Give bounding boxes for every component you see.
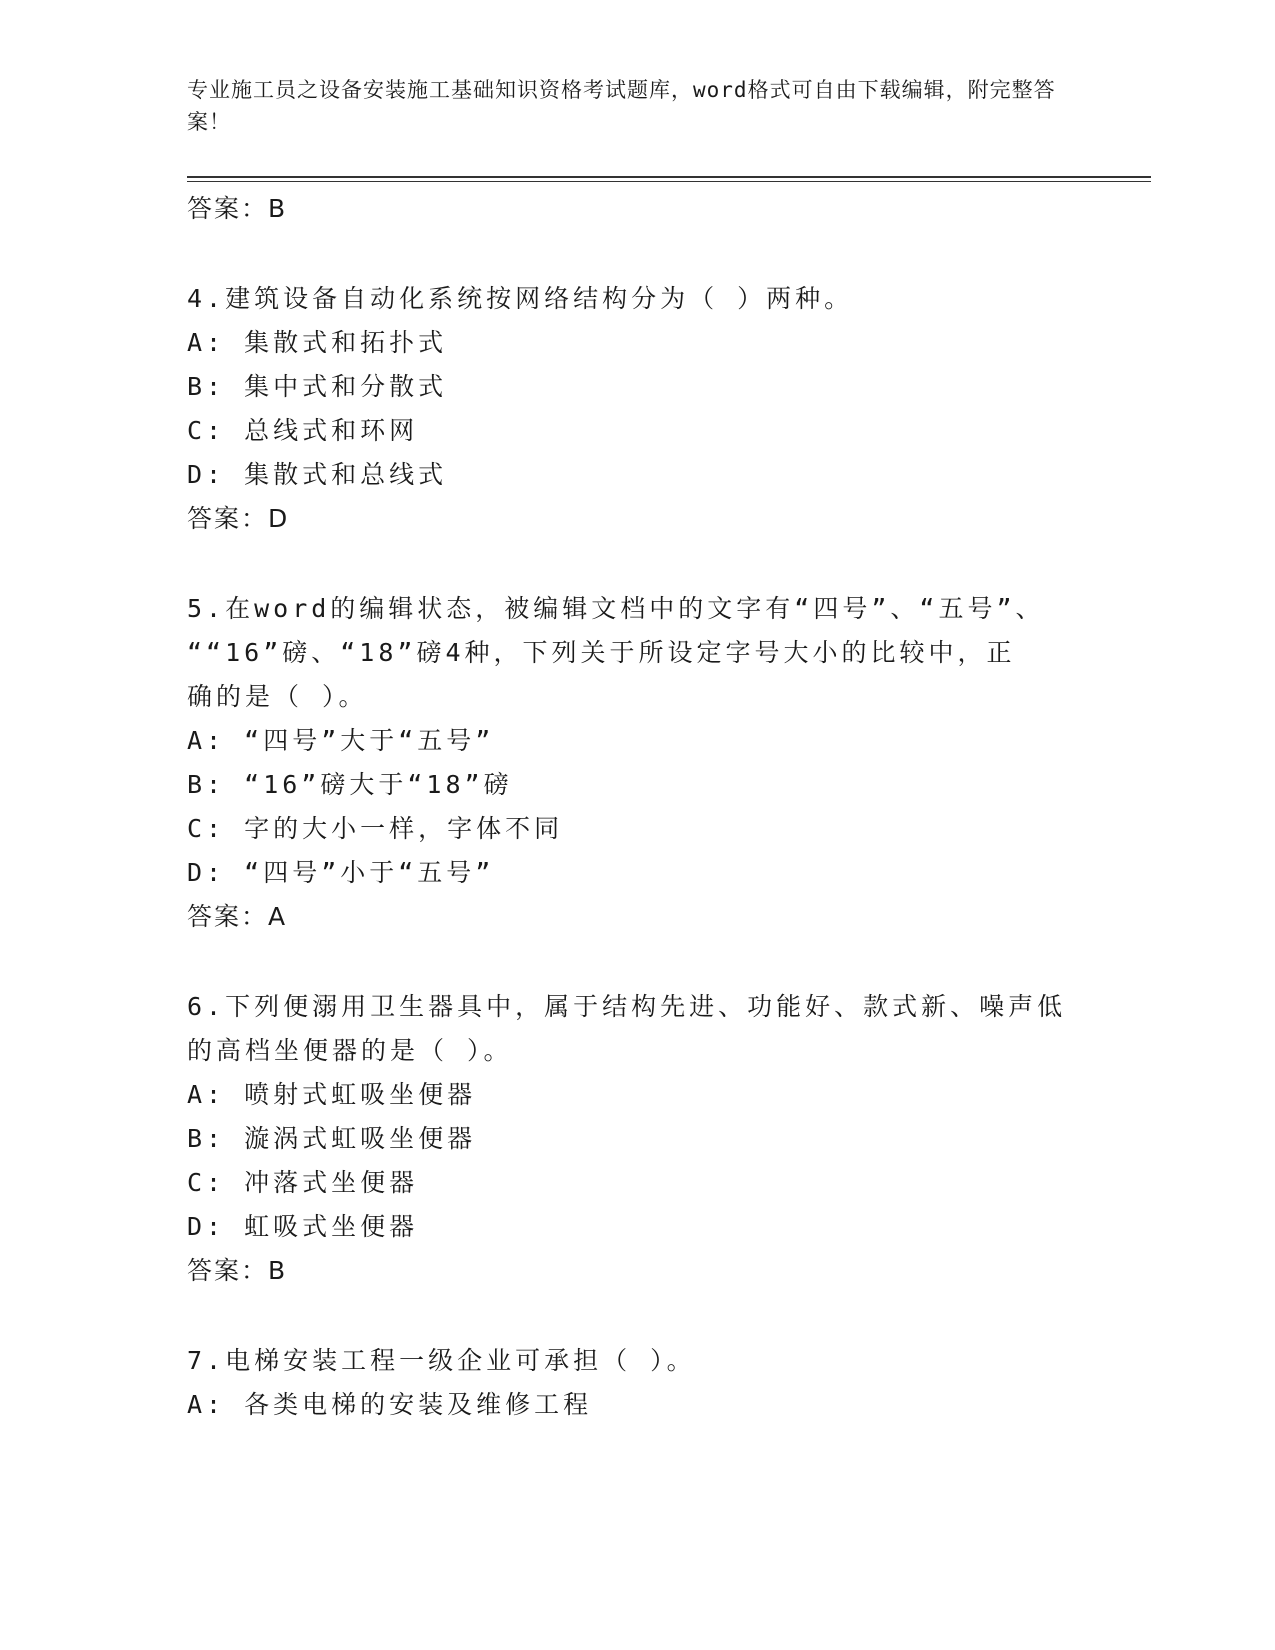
option-b: B: 漩涡式虹吸坐便器 — [187, 1124, 477, 1153]
question-stem: 4.建筑设备自动化系统按网络结构分为（ ）两种。 — [187, 284, 854, 313]
header-divider-thick — [187, 176, 1151, 178]
question-stem: 确的是（ ）。 — [187, 682, 368, 711]
option-d: D: 集散式和总线式 — [187, 460, 448, 489]
answer-line: 答案：B — [187, 194, 288, 223]
question-stem: ““16”磅、“18”磅4种，下列关于所设定字号大小的比较中，正 — [187, 638, 1016, 667]
question-stem: 5.在word的编辑状态，被编辑文档中的文字有“四号”、“五号”、 — [187, 594, 1045, 623]
option-a: A: 集散式和拓扑式 — [187, 328, 448, 357]
answer-line: 答案：A — [187, 902, 288, 931]
option-b: B: “16”磅大于“18”磅 — [187, 770, 513, 799]
option-a: A: “四号”大于“五号” — [187, 726, 495, 755]
answer-line: 答案：D — [187, 504, 290, 533]
option-d: D: “四号”小于“五号” — [187, 858, 495, 887]
option-c: C: 字的大小一样，字体不同 — [187, 814, 564, 843]
document-header: 专业施工员之设备安装施工基础知识资格考试题库，word格式可自由下载编辑，附完整答案！ — [187, 78, 1056, 134]
question-stem: 的高档坐便器的是（ ）。 — [187, 1036, 513, 1065]
header-divider-thin — [187, 181, 1151, 182]
option-c: C: 总线式和环网 — [187, 416, 419, 445]
question-stem: 6.下列便溺用卫生器具中，属于结构先进、功能好、款式新、噪声低 — [187, 992, 1067, 1021]
option-b: B: 集中式和分散式 — [187, 372, 448, 401]
question-stem: 7.电梯安装工程一级企业可承担（ ）。 — [187, 1346, 696, 1375]
option-a: A: 喷射式虹吸坐便器 — [187, 1080, 477, 1109]
option-d: D: 虹吸式坐便器 — [187, 1212, 419, 1241]
option-a: A: 各类电梯的安装及维修工程 — [187, 1390, 593, 1419]
option-c: C: 冲落式坐便器 — [187, 1168, 419, 1197]
answer-line: 答案：B — [187, 1256, 288, 1285]
